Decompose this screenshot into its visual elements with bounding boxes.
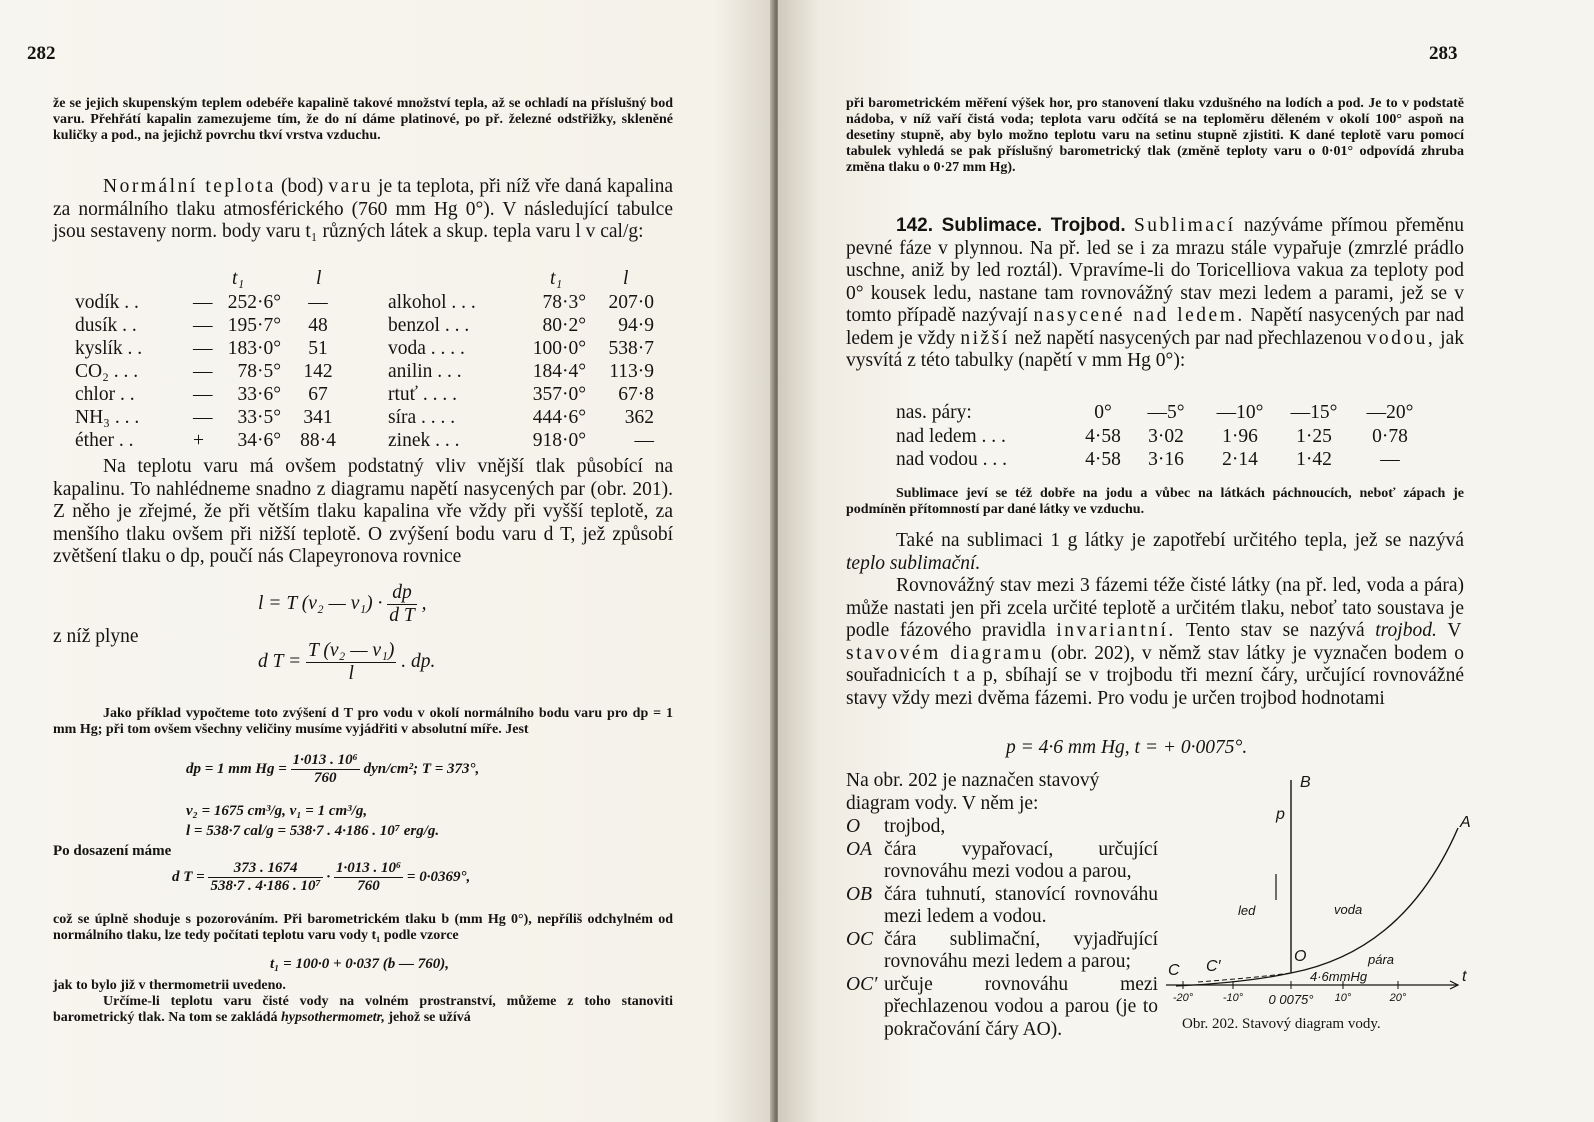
table-row (75, 315, 365, 338)
latent-heat: 67 (308, 384, 328, 405)
label-para: pára (1368, 952, 1395, 967)
label-t: t (1462, 968, 1467, 985)
paragraph-diagram-intro: Na obr. 202 je naznačen stavový diagram vody. V něm je: (846, 770, 1100, 814)
sign: — (193, 407, 213, 428)
substance-name: CO₂ . . . (75, 361, 139, 382)
tick-label: -10° (1222, 992, 1244, 1004)
table-row (388, 430, 678, 453)
boiling-temp: 78·5° (237, 361, 281, 382)
sign: — (193, 315, 213, 336)
vt-water-value: — (1380, 449, 1400, 470)
substance-name: anilin . . . (388, 361, 462, 382)
substance-name: síra . . . . (388, 407, 456, 428)
sign: — (193, 338, 213, 359)
latent-heat: 538·7 (608, 338, 654, 359)
vt-col-header: —20° (1366, 402, 1414, 423)
legend-symbol: OA (846, 838, 872, 860)
vt-row-ice-label: nad ledem . . . (896, 426, 1006, 447)
legend-text: trojbod, (884, 816, 946, 837)
vt-row-water-label: nad vodou . . . (896, 449, 1008, 470)
paragraph-boiling-point: Normální teplota (bod) varu je ta teplota, při níž vře daná kapalina za normálního tlaku atmosférického (760 mm Hg 0°). V následující tabulce jsou sestaveny norm. body varu t₁ různých látek a skup. tepla varu l v cal/g: (53, 176, 673, 242)
boiling-temp: 78·3° (542, 292, 586, 313)
table-header-l: l (316, 268, 322, 289)
boiling-temp: 918·0° (532, 430, 586, 451)
section-sublimation: 142. Sublimace. Trojbod. Sublimací nazýváme přímou přeměnu pevné fáze v plynnou. Na př. led se i za mrazu stále vypařuje (zmrzlé prádlo uschne, aniž by led roztál). Vpravíme-li do Toricelliova vakua za teploty pod 0° kousek ledu, nastane tam rovnovážný stav mezi ledem a parami, jež se v tomto případě nazývají nasycené nad ledem. Napětí nasycených par nad ledem je vždy nižší než napětí nasycených par nad přechlazenou vodou, jak vysvítá z této tabulky (napětí v mm Hg 0°): (846, 215, 1465, 371)
boiling-temp: 34·6° (237, 430, 281, 451)
latent-heat: 113·9 (609, 361, 654, 382)
label-p: p (1276, 806, 1285, 823)
figure-caption: Obr. 202. Stavový diagram vody. (1182, 1016, 1381, 1032)
sign: — (193, 361, 213, 382)
latent-heat: 67·8 (618, 384, 654, 405)
table-row (75, 407, 365, 430)
table-row (388, 384, 678, 407)
substance-name: chlor . . (75, 384, 135, 405)
table-left-rows (75, 292, 365, 453)
boiling-formula: t₁ = 100·0 + 0·037 (b — 760), (270, 956, 449, 972)
boiling-temp: 100·0° (532, 338, 586, 359)
vt-ice-value: 1·96 (1222, 426, 1258, 447)
substance-name: alkohol . . . (388, 292, 476, 313)
latent-heat: — (308, 292, 328, 313)
volume-equation: v₂ = 1675 cm³/g, v₁ = 1 cm³/g, (186, 803, 368, 819)
boiling-temp: 33·6° (237, 384, 281, 405)
table-right-rows (388, 292, 678, 453)
table-header-t1: t₁ (232, 268, 245, 289)
paragraph-superheating: že se jejich skupenským teplem odebéře kapalině takové množství tepla, až se ochladí na příslušný bod varu. Přehřátí kapalin zamezujeme tím, že do ní dáme platinové, po př. železné odstřižky, skleněné kuličky a pod., na jejichž povrchu tkví vrstva vzduchu. (53, 96, 673, 143)
substance-name: rtuť . . . . (388, 384, 457, 405)
table-header-l: l (623, 268, 629, 289)
text-po-dosazeni: Po dosazení máme (53, 843, 172, 859)
vt-ice-value: 1·25 (1296, 426, 1332, 447)
legend-item (846, 929, 1158, 974)
paragraph-example: Jako příklad vypočteme toto zvýšení d T pro vodu v okolí normálního bodu varu pro dp = 1 mm Hg; při tom ovšem všechny veličiny musíme vyjádřiti v absolutní míře. Jest (53, 706, 673, 737)
boiling-temp: 357·0° (532, 384, 586, 405)
boiling-temp: 195·7° (227, 315, 281, 336)
tick-label: 20° (1389, 992, 1407, 1004)
vt-water-value: 3·16 (1148, 449, 1184, 470)
substance-name: éther . . (75, 430, 134, 451)
tick-label: -20° (1172, 992, 1194, 1004)
sign: + (193, 430, 204, 451)
triple-point-values: p = 4·6 mm Hg, t = + 0·0075°. (1006, 737, 1248, 758)
substance-name: voda . . . . (388, 338, 465, 359)
sign: — (193, 292, 213, 313)
substance-name: NH₃ . . . (75, 407, 140, 428)
boiling-temp: 80·2° (542, 315, 586, 336)
latent-heat: — (634, 430, 654, 451)
table-row (388, 338, 678, 361)
vt-label: nas. páry: (896, 402, 972, 423)
vt-ice-value: 0·78 (1372, 426, 1408, 447)
substance-name: zinek . . . (388, 430, 460, 451)
label-A: A (1460, 814, 1471, 831)
vt-col-header: —5° (1147, 402, 1185, 423)
legend-item (846, 974, 1158, 1042)
legend-text: čára sublimační, vyjadřující rovnováhu mezi ledem a parou; (884, 928, 1158, 972)
table-row (75, 430, 365, 453)
legend-symbol: OB (846, 883, 872, 905)
dp-equation: dp = 1 mm Hg = $\frac{\text{1·013 . 10⁶}}{760}$ dyn/cm²; T = 373°, (186, 752, 480, 786)
table-row (388, 361, 678, 384)
paragraph-iodine: Sublimace jeví se též dobře na jodu a vůbec na látkách páchnoucích, neboť zápach je podmíněn přítomností par dané látky ve vzduchu. (846, 486, 1464, 517)
clapeyron-equation: l = T (v₂ — v₁) · $\frac{dp}{\text{d T}}$ , (258, 582, 427, 626)
label-O: O (1294, 948, 1307, 965)
paragraph-triple-point: Rovnovážný stav mezi 3 fázemi téže čisté látky (na př. led, voda a pára) může nastati jen při zcela určité teplotě a určitém tlaku, neboť tato soustava je podle fázového pravidla invariantní. Tento stav se nazývá trojbod. V stavovém diagramu (obr. 202), v němž stav látky je vyznačen bodem o souřadnicích t a p, sbíhají se v trojbodu tři mezní čáry, určující rovnovážné stavy vždy mezi dvěma fázemi. Pro vodu je určen trojbod hodnotami (846, 575, 1465, 709)
legend-item (846, 839, 1158, 884)
table-row (75, 361, 365, 384)
legend-symbol: O (846, 816, 861, 837)
vt-water-value: 1·42 (1296, 449, 1332, 470)
left-page (0, 0, 776, 1122)
latent-heat: 48 (308, 315, 328, 336)
dT-equation: d T = $\frac{\text{T (v₂ — v₁)}}{l}$ . dp. (258, 640, 436, 684)
paragraph-thermometry: jak to bylo již v thermometrii uvedeno. (53, 978, 286, 993)
table-row (75, 384, 365, 407)
legend-item (846, 816, 1158, 839)
table-row (75, 292, 365, 315)
substance-name: kyslík . . (75, 338, 143, 359)
vt-ice-value: 3·02 (1148, 426, 1184, 447)
legend-text: čára tuhnutí, stanovící rovnováhu mezi ledem a vodou. (884, 883, 1158, 927)
text-z-niz-plyne: z níž plyne (53, 626, 139, 647)
page-number-right: 283 (1429, 43, 1458, 64)
paragraph-external-pressure: Na teplotu varu má ovšem podstatný vliv vnější tlak působící na kapalinu. To nahlédneme snadno z diagramu napětí nasycených par (obr. 201). Z něho je zřejmé, že při větším tlaku kapalina vře vždy při vyšší teplotě, za menšího tlaku ovšem při nižší teplotě. O zvýšení bodu varu d T, jež způsobí zvětšení tlaku o dp, poučí nás Clapeyronova rovnice (53, 456, 673, 567)
right-page (778, 0, 1594, 1122)
legend-item (846, 884, 1158, 929)
vt-col-header: —10° (1216, 402, 1264, 423)
legend-symbol: OC′ (846, 973, 878, 995)
latent-heat: 362 (624, 407, 654, 428)
label-led: led (1238, 903, 1256, 918)
boiling-temp: 444·6° (532, 407, 586, 428)
vt-ice-value: 4·58 (1085, 426, 1121, 447)
legend-symbol: OC (846, 928, 874, 950)
vt-water-value: 4·58 (1085, 449, 1121, 470)
table-header-t1: t₁ (550, 268, 563, 289)
paragraph-observation: což se úplně shoduje s pozorováním. Při barometrickém tlaku b (mm Hg 0°), nepříliš odchylném od normálního tlaku, lze tedy počítati teplotu varu vody t₁ podle vzorce (53, 912, 673, 943)
tick-label: 10° (1334, 992, 1352, 1004)
vt-col-header: 0° (1094, 402, 1112, 423)
boiling-temp: 33·5° (237, 407, 281, 428)
label-C: C (1168, 962, 1180, 979)
tick-label: 0 0075° (1268, 992, 1314, 1007)
phase-diagram (1158, 770, 1478, 1040)
label-voda: voda (1334, 902, 1363, 917)
legend-text: určuje rovnováhu mezi přechlazenou vodou a parou (je to pokračování čáry AO). (884, 973, 1158, 1040)
label-C-prime: C′ (1206, 958, 1221, 975)
result-equation: d T = $\frac{373 . 1674}{\text{538·7 . 4·186 . 10⁷}}$ · $\frac{\text{1·013 . 10⁶}}{760}$ = 0·0369°, (172, 860, 471, 894)
substance-name: benzol . . . (388, 315, 470, 336)
table-row (388, 315, 678, 338)
latent-heat: 207·0 (608, 292, 654, 313)
vt-col-header: —15° (1290, 402, 1338, 423)
diagram-legend-list (846, 816, 1166, 1041)
paragraph-hypsothermometer: Určíme-li teplotu varu čisté vody na volném prostranství, můžeme z toho stanoviti barometrický tlak. Na tom se zakládá hypsothermometr, jehož se užívá (53, 994, 673, 1025)
table-row (388, 407, 678, 430)
boiling-temp: 183·0° (227, 338, 281, 359)
page-number-left: 282 (27, 43, 56, 64)
latent-heat-equation: l = 538·7 cal/g = 538·7 . 4·186 . 10⁷ erg/g. (186, 823, 440, 839)
section-heading: 142. Sublimace. Trojbod. (896, 215, 1126, 236)
paragraph-sublimation-heat: Také na sublimaci 1 g látky je zapotřebí určitého tepla, jež se nazývá teplo sublimační. (846, 530, 1464, 574)
paragraph-barometric: při barometrickém měření výšek hor, pro stanovení tlaku vzdušného na lodích a pod. Je to v podstatě nádoba, v níž vaří čistá voda; teplota varu odčítá se na teploměru děleném v okolí 100° aspoň na desetiny stupně, aby bylo možno teplotu varu na setinu stupně zjistiti. K dané teplotě varu pomocí tabulek vyhledá se pak příslušný barometrický tlak (změně teploty varu o 0·01° odpovídá zhruba změna tlaku o 0·27 mm Hg). (846, 96, 1464, 175)
table-row (75, 338, 365, 361)
label-46mmHg: 4·6mmHg (1310, 969, 1368, 984)
boiling-temp: 252·6° (227, 292, 281, 313)
latent-heat: 94·9 (618, 315, 654, 336)
latent-heat: 142 (303, 361, 333, 382)
table-row (388, 292, 678, 315)
boiling-temp: 184·4° (532, 361, 586, 382)
legend-text: čára vypařovací, určující rovnováhu mezi vodou a parou, (884, 838, 1158, 882)
latent-heat: 341 (303, 407, 333, 428)
substance-name: dusík . . (75, 315, 137, 336)
latent-heat: 51 (308, 338, 328, 359)
sign: — (193, 384, 213, 405)
vt-water-value: 2·14 (1222, 449, 1258, 470)
label-B: B (1300, 774, 1311, 791)
latent-heat: 88·4 (300, 430, 336, 451)
substance-name: vodík . . (75, 292, 139, 313)
